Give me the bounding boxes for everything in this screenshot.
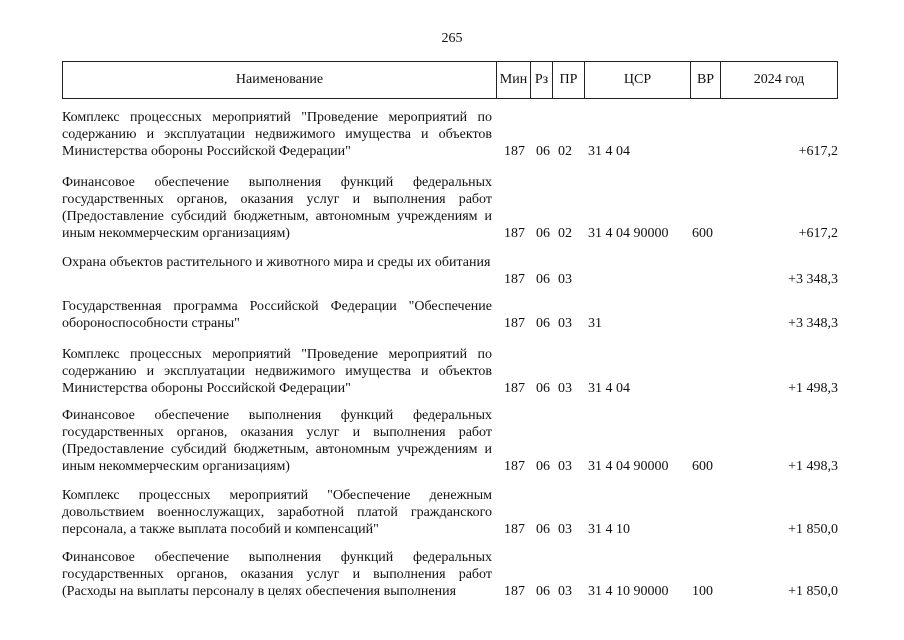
table-header [62, 61, 838, 99]
row-amount: +617,2 [798, 144, 838, 159]
row-pr: 02 [558, 144, 572, 159]
row-name: Комплекс процессных мероприятий "Проведение мероприятий по содержанию и эксплуатации недвижимого имущества и объектов Министерства обороны Российской Федерации" [62, 110, 492, 159]
row-name: Комплекс процессных мероприятий "Проведение мероприятий по содержанию и эксплуатации недвижимого имущества и объектов Министерства обороны Российской Федерации" [62, 347, 492, 396]
row-rz: 06 [536, 272, 550, 287]
row-name: Финансовое обеспечение выполнения функций федеральных государственных органов, оказания услуг и выполнения работ (Расходы на выплаты персоналу в целях обеспечения выполнения [62, 550, 492, 599]
row-rz: 06 [536, 459, 550, 474]
header-rz: Рз [531, 62, 553, 98]
header-name: Наименование [63, 62, 497, 98]
row-rz: 06 [536, 226, 550, 241]
row-amount: +617,2 [798, 226, 838, 241]
row-min: 187 [504, 584, 525, 599]
row-name: Комплекс процессных мероприятий "Обеспечение денежным довольствием военнослужащих, заработной платой гражданского персонала, а также выплата пособий и компенсаций" [62, 488, 492, 537]
row-min: 187 [504, 459, 525, 474]
row-pr: 03 [558, 459, 572, 474]
row-min: 187 [504, 144, 525, 159]
row-csr: 31 4 04 90000 [588, 459, 669, 474]
row-min: 187 [504, 522, 525, 537]
row-pr: 03 [558, 381, 572, 396]
row-min: 187 [504, 226, 525, 241]
row-csr: 31 4 04 [588, 144, 630, 159]
row-amount: +1 850,0 [788, 522, 838, 537]
row-vr: 600 [692, 459, 713, 474]
row-amount: +1 498,3 [788, 381, 838, 396]
header-csr: ЦСР [585, 62, 691, 98]
row-pr: 03 [558, 316, 572, 331]
row-min: 187 [504, 316, 525, 331]
row-pr: 03 [558, 522, 572, 537]
row-pr: 03 [558, 584, 572, 599]
row-name: Государственная программа Российской Федерации "Обеспечение обороноспособности страны" [62, 299, 492, 331]
row-rz: 06 [536, 144, 550, 159]
page-number: 265 [441, 31, 463, 46]
row-csr: 31 4 04 90000 [588, 226, 669, 241]
row-amount: +3 348,3 [788, 316, 838, 331]
row-vr: 600 [692, 226, 713, 241]
row-rz: 06 [536, 381, 550, 396]
header-min: Мин [497, 62, 531, 98]
header-vr: ВР [691, 62, 721, 98]
row-pr: 02 [558, 226, 572, 241]
header-pr: ПР [553, 62, 585, 98]
row-min: 187 [504, 272, 525, 287]
row-name: Финансовое обеспечение выполнения функций федеральных государственных органов, оказания услуг и выполнения работ (Предоставление субсидий бюджетным, автономным учреждениям и иным некоммерческим организациям) [62, 175, 492, 241]
row-csr: 31 4 04 [588, 381, 630, 396]
row-amount: +1 850,0 [788, 584, 838, 599]
row-rz: 06 [536, 316, 550, 331]
row-rz: 06 [536, 584, 550, 599]
row-amount: +3 348,3 [788, 272, 838, 287]
row-pr: 03 [558, 272, 572, 287]
row-csr: 31 4 10 90000 [588, 584, 669, 599]
row-rz: 06 [536, 522, 550, 537]
row-csr: 31 [588, 316, 602, 331]
row-vr: 100 [692, 584, 713, 599]
row-amount: +1 498,3 [788, 459, 838, 474]
row-name: Финансовое обеспечение выполнения функций федеральных государственных органов, оказания услуг и выполнения работ (Предоставление субсидий бюджетным, автономным учреждениям и иным некоммерческим организациям) [62, 408, 492, 474]
row-min: 187 [504, 381, 525, 396]
header-year: 2024 год [753, 72, 805, 87]
row-name: Охрана объектов растительного и животного мира и среды их обитания [62, 255, 491, 270]
row-csr: 31 4 10 [588, 522, 630, 537]
